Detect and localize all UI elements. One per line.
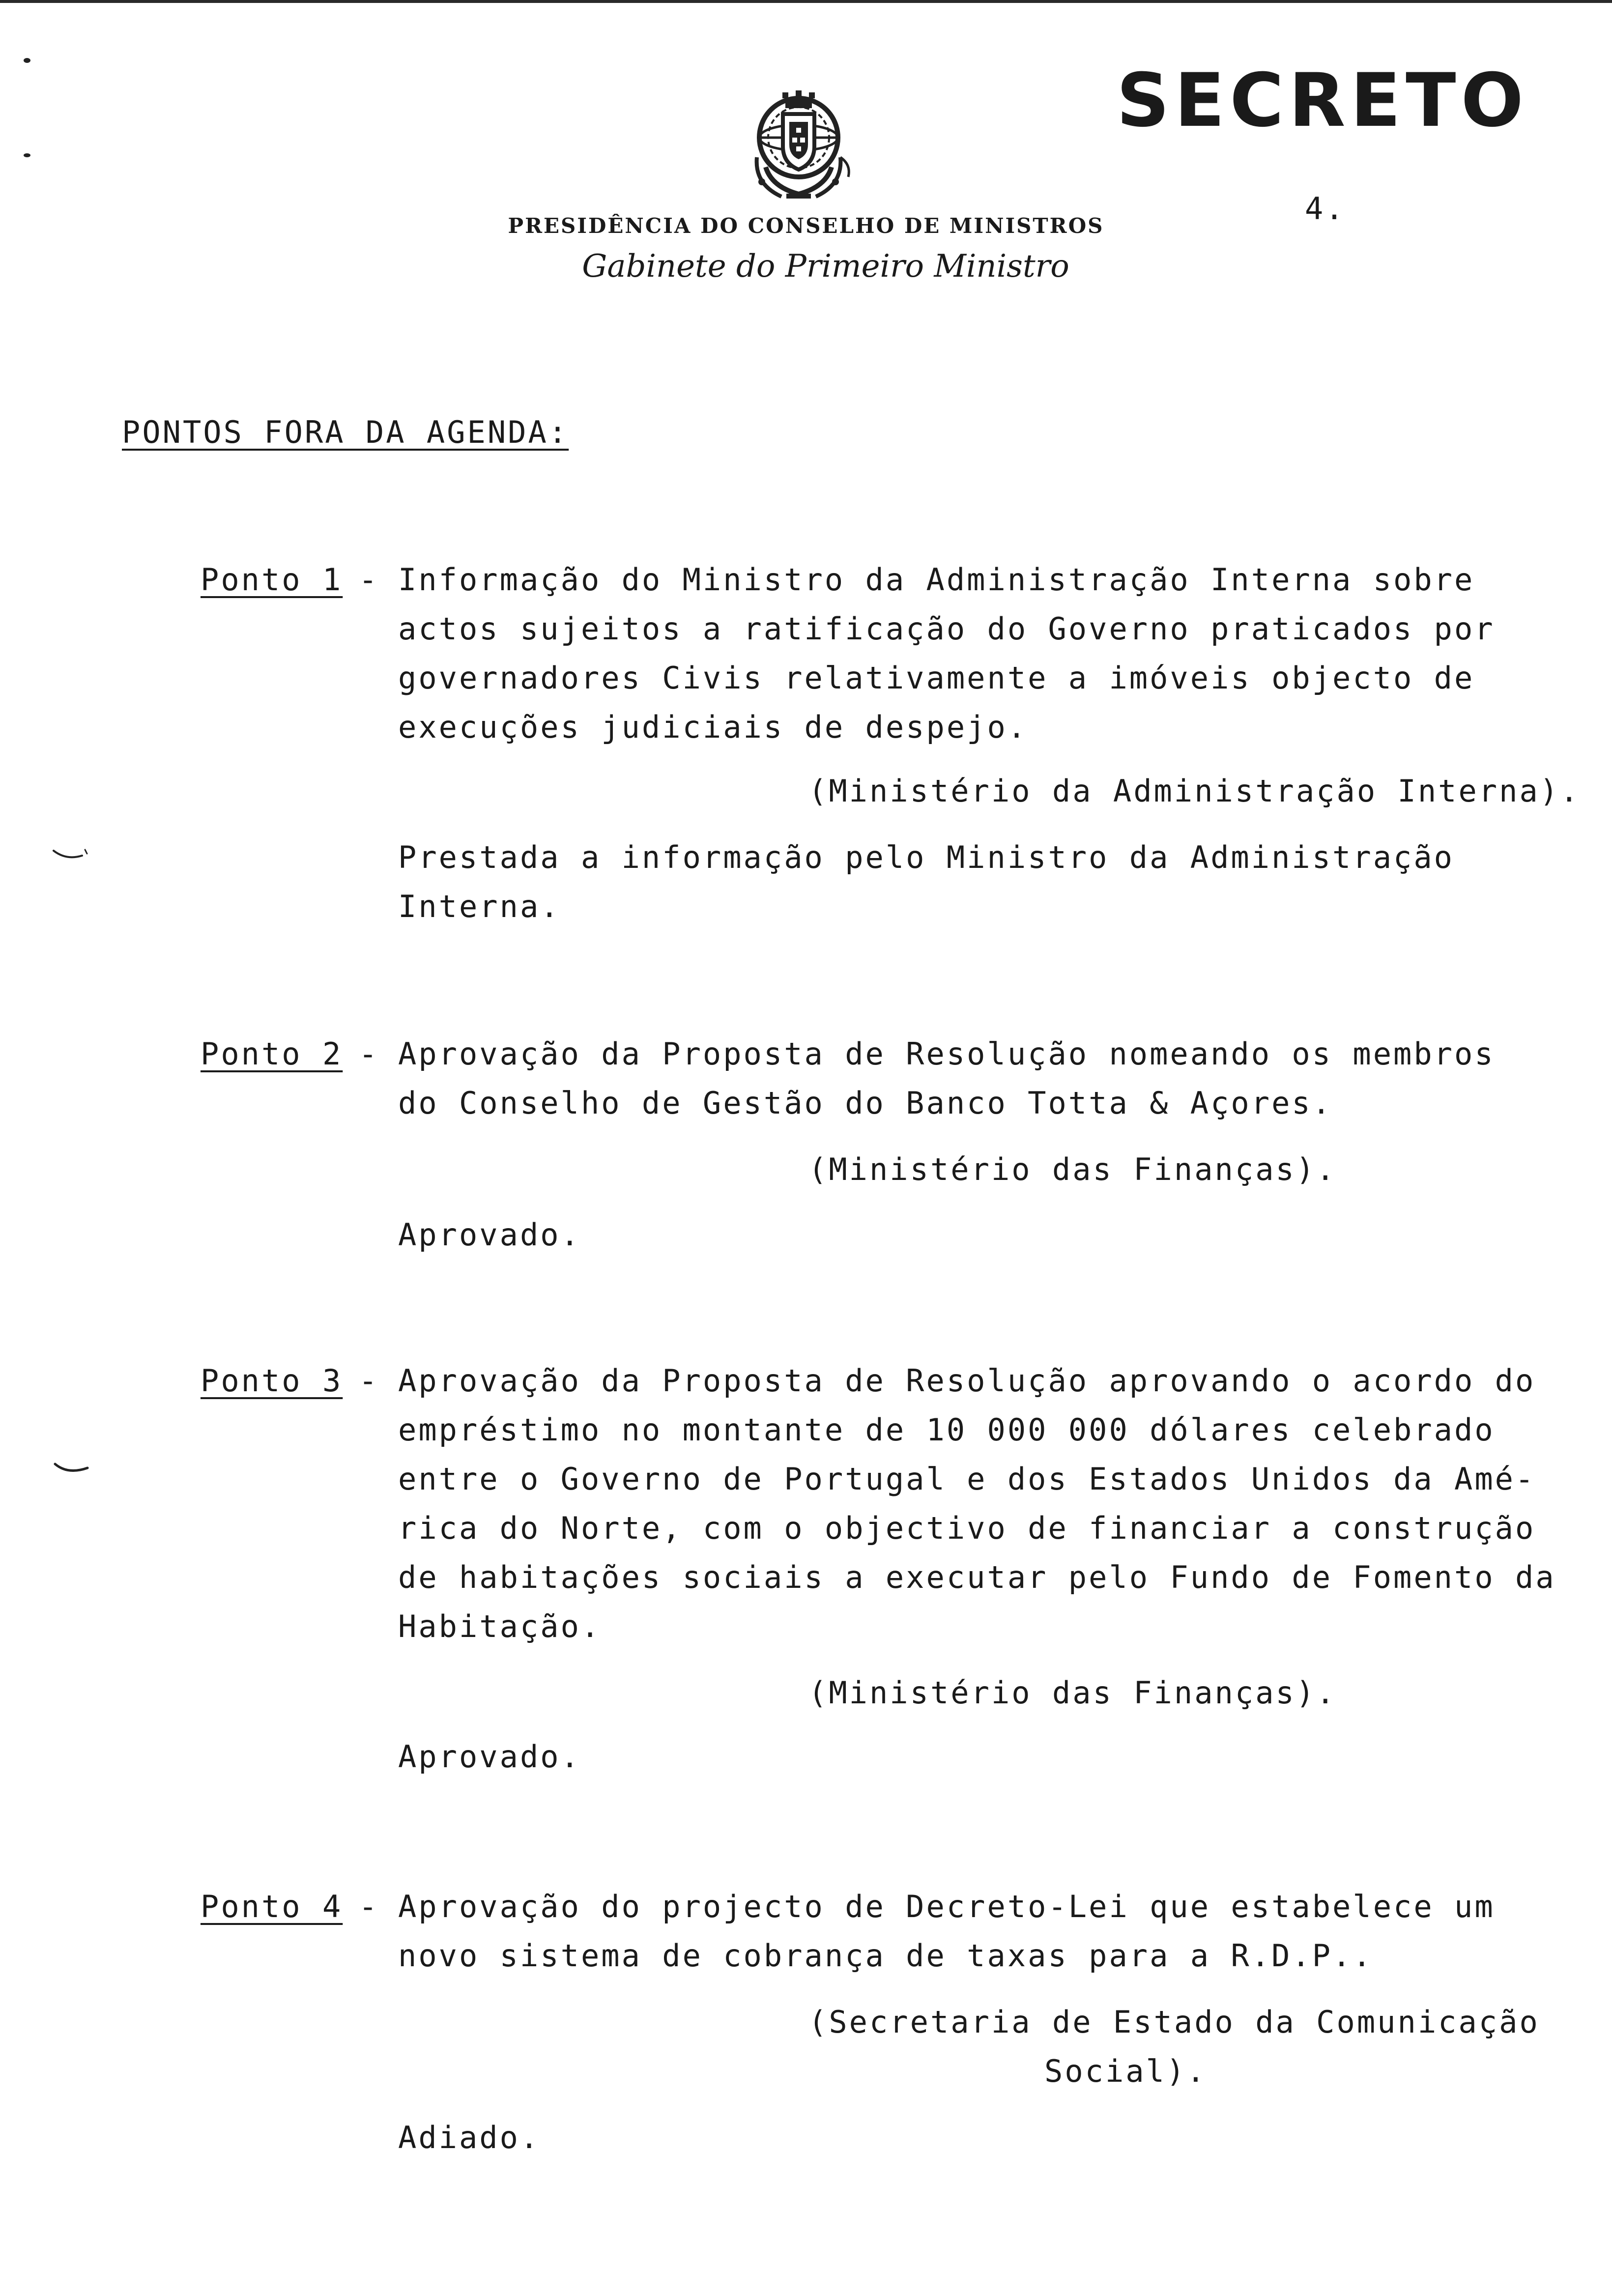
ministry-line: (Ministério das Finanças). xyxy=(808,1151,1337,1187)
page-number: 4. xyxy=(1305,191,1346,227)
item-label: Ponto 2 xyxy=(201,1036,343,1072)
item-dash: - xyxy=(359,1036,379,1072)
description-line: actos sujeitos a ratificação do Governo praticados por xyxy=(398,611,1495,647)
description-line: entre o Governo de Portugal e dos Estados Unidos da Amé- xyxy=(398,1461,1536,1497)
outcome-line: Aprovado. xyxy=(398,1217,581,1253)
classification-stamp: SECRETO xyxy=(1116,58,1528,144)
item-outcome xyxy=(398,1210,581,1260)
ministry-line: (Ministério das Finanças). xyxy=(808,1675,1337,1711)
ministry-line: Social). xyxy=(1044,2053,1207,2089)
scan-speck xyxy=(24,153,30,157)
item-description xyxy=(398,1030,1495,1128)
item-description xyxy=(398,555,1495,752)
section-heading: PONTOS FORA DA AGENDA: xyxy=(122,414,569,450)
item-label: Ponto 4 xyxy=(201,1889,343,1924)
item-dash: - xyxy=(359,1363,379,1399)
handwritten-tick-icon xyxy=(52,848,91,862)
item-label: Ponto 1 xyxy=(201,562,343,598)
outcome-line: Aprovado. xyxy=(398,1739,581,1775)
description-line: Informação do Ministro da Administração Interna sobre xyxy=(398,562,1475,598)
item-dash: - xyxy=(359,562,379,598)
scan-speck xyxy=(24,58,30,63)
item-ministry xyxy=(808,1145,1337,1194)
item-label: Ponto 3 xyxy=(201,1363,343,1399)
item-outcome xyxy=(398,1732,581,1781)
description-line: Aprovação da Proposta de Resolução aprovando o acordo do xyxy=(398,1363,1536,1399)
outcome-line: Adiado. xyxy=(398,2120,541,2155)
ministry-line: (Secretaria de Estado da Comunicação xyxy=(808,2004,1540,2040)
item-outcome xyxy=(398,833,1454,931)
outcome-line: Prestada a informação pelo Ministro da Administração xyxy=(398,839,1455,875)
outcome-line: Interna. xyxy=(398,889,561,924)
item-ministry xyxy=(808,1998,1540,2096)
cabinet-subheader: Gabinete do Primeiro Ministro xyxy=(582,248,1069,285)
description-line: execuções judiciais de despejo. xyxy=(398,709,1028,745)
item-outcome xyxy=(398,2113,540,2162)
item-ministry xyxy=(808,1668,1337,1718)
description-line: empréstimo no montante de 10 000 000 dólares celebrado xyxy=(398,1412,1495,1448)
description-line: Aprovação do projecto de Decreto-Lei que estabelece um xyxy=(398,1889,1495,1924)
item-ministry xyxy=(808,767,1580,816)
description-line: governadores Civis relativamente a imóveis objecto de xyxy=(398,660,1475,696)
item-description xyxy=(398,1356,1556,1651)
description-line: de habitações sociais a executar pelo Fundo de Fomento da xyxy=(398,1559,1556,1595)
page-top-edge-line xyxy=(0,0,1612,3)
description-line: Aprovação da Proposta de Resolução nomeando os membros xyxy=(398,1036,1495,1072)
handwritten-tick-icon xyxy=(53,1462,92,1477)
ministry-line: (Ministério da Administração Interna). xyxy=(808,773,1581,809)
coat-of-arms-icon xyxy=(737,84,860,204)
item-description xyxy=(398,1882,1495,1980)
item-dash: - xyxy=(359,1889,379,1924)
description-line: Habitação. xyxy=(398,1608,602,1644)
description-line: rica do Norte, com o objectivo de financiar a construção xyxy=(398,1510,1536,1546)
office-header: PRESIDÊNCIA DO CONSELHO DE MINISTROS xyxy=(508,214,1104,238)
description-line: novo sistema de cobrança de taxas para a R.D.P.. xyxy=(398,1938,1373,1974)
description-line: do Conselho de Gestão do Banco Totta & Açores. xyxy=(398,1085,1333,1121)
